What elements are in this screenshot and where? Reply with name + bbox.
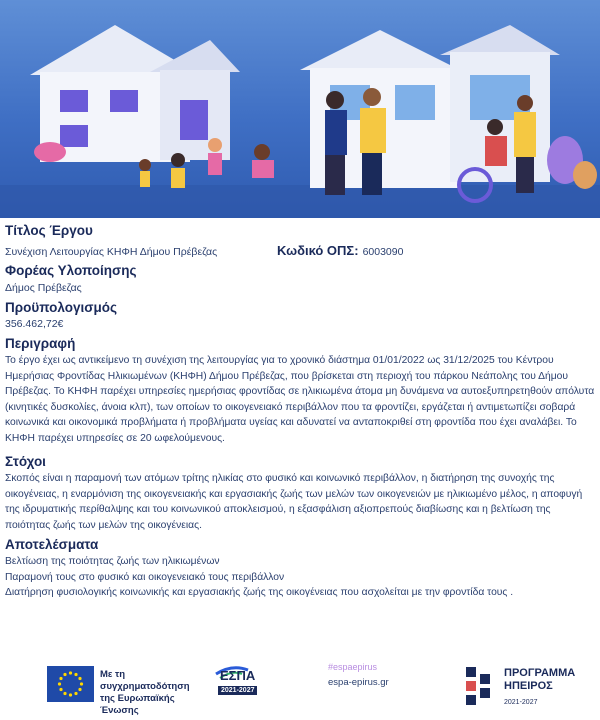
goals-label: Στόχοι	[5, 454, 46, 469]
footer-logos	[0, 655, 600, 720]
hero-illustration	[0, 0, 600, 218]
project-details	[5, 222, 595, 601]
project-title-value: Συνέχιση Λειτουργίας ΚΗΦΗ Δήμου Πρέβεζας	[5, 246, 218, 258]
eu-flag-icon	[47, 666, 94, 702]
ops-code-value: 6003090	[362, 246, 404, 258]
project-title-label: Τίτλος Έργου	[5, 223, 93, 238]
eu-cofunding-text	[100, 669, 210, 717]
budget-label: Προϋπολογισμός	[5, 300, 118, 315]
program-title-line: ΠΡΟΓΡΑΜΜΑ	[504, 667, 576, 679]
ops-code-label: Κωδικό ΟΠΣ:	[277, 243, 359, 258]
espa-website-link[interactable]: espa-epirus.gr	[328, 677, 389, 688]
results-label: Αποτελέσματα	[5, 537, 99, 552]
program-years: 2021-2027	[504, 699, 538, 706]
description-text: Το έργο έχει ως αντικείμενο τη συνέχιση της λειτουργίας για το χρονικό διάστημα 01/01/2022 ως 31/12/2025 του Κέντρου Ημερήσιας Φροντίδας Ηλικιωμένων (ΚΗΦΗ) Δήμου Πρέβεζας, που βρίσκεται στη περιοχή του πάρκου Νεάπολης του Δήμου Πρέβεζας. Το ΚΗΦΗ παρέχει υπηρεσίες ημερήσιας φροντίδας σε ηλικιωμένα άτομα μη δυνάμενα να αυτοεξυπηρετηθούν απόλυτα (κινητικές δυσκολίες, άνοια κλπ), των οποίων το οικογενειακό περιβάλλον που τα φροντίζει, εργάζεται ή αντιμετωπίζει σοβαρά κοινωνικά και οικονομικά προβλήματα ή προβλήματα υγείας και αδυνατεί να ανταποκριθεί στη φροντίδα που έχει αναλάβει. Το ΚΗΦΗ παρέχει υπηρεσίες σε 20 ωφελούμενους.	[5, 355, 595, 444]
program-title	[504, 667, 575, 693]
implementing-body-value: Δήμος Πρέβεζας	[5, 282, 82, 294]
results-item: Βελτίωση της ποιότητας ζωής των ηλικιωμένων	[5, 556, 220, 567]
implementing-body-label: Φορέας Υλοποίησης	[5, 263, 137, 278]
description-label: Περιγραφή	[5, 336, 76, 351]
family-houses-illustration	[0, 0, 600, 218]
espa-years: 2021-2027	[218, 686, 257, 695]
espa-word: ΕΣΠΑ	[220, 668, 256, 683]
eu-text-line: Με τη συγχρηματοδότηση	[100, 669, 190, 692]
results-item: Παραμονή τους στο φυσικό και οικογενειακό τους περιβάλλον	[5, 571, 285, 583]
espa-hashtag: #espaepirus	[328, 662, 378, 672]
program-epirus-logo-icon	[462, 665, 498, 711]
results-item: Διατήρηση φυσιολογικής κοινωνικής και εργασιακής ζωής της οικογένειας που ασχολείται με την φροντίδα τους .	[5, 587, 514, 598]
program-title-line: ΗΠΕΙΡΟΣ	[504, 680, 553, 692]
budget-value: 356.462,72€	[5, 318, 64, 330]
espa-logo	[212, 664, 269, 706]
eu-text-line: της Ευρωπαϊκής Ένωσης	[100, 693, 175, 716]
goals-text: Σκοπός είναι η παραμονή των ατόμων τρίτης ηλικίας στο φυσικό και κοινωνικό περιβάλλον, η διατήρηση της συνοχής της οικογένειας, η εναρμόνιση της οικογενειακής και εργασιακής ζωής των μελών των οικογενειών με ηλικιωμένο μέλος, η αποφυγή της ιδρυματικής περίθαλψης και του κοινωνικού αποκλεισμού, η εξασφάλιση αξιοπρεπούς διαβίωσης και η βελτίωση της ποιότητας ζωής των μελών της οικογένειας.	[5, 473, 583, 531]
